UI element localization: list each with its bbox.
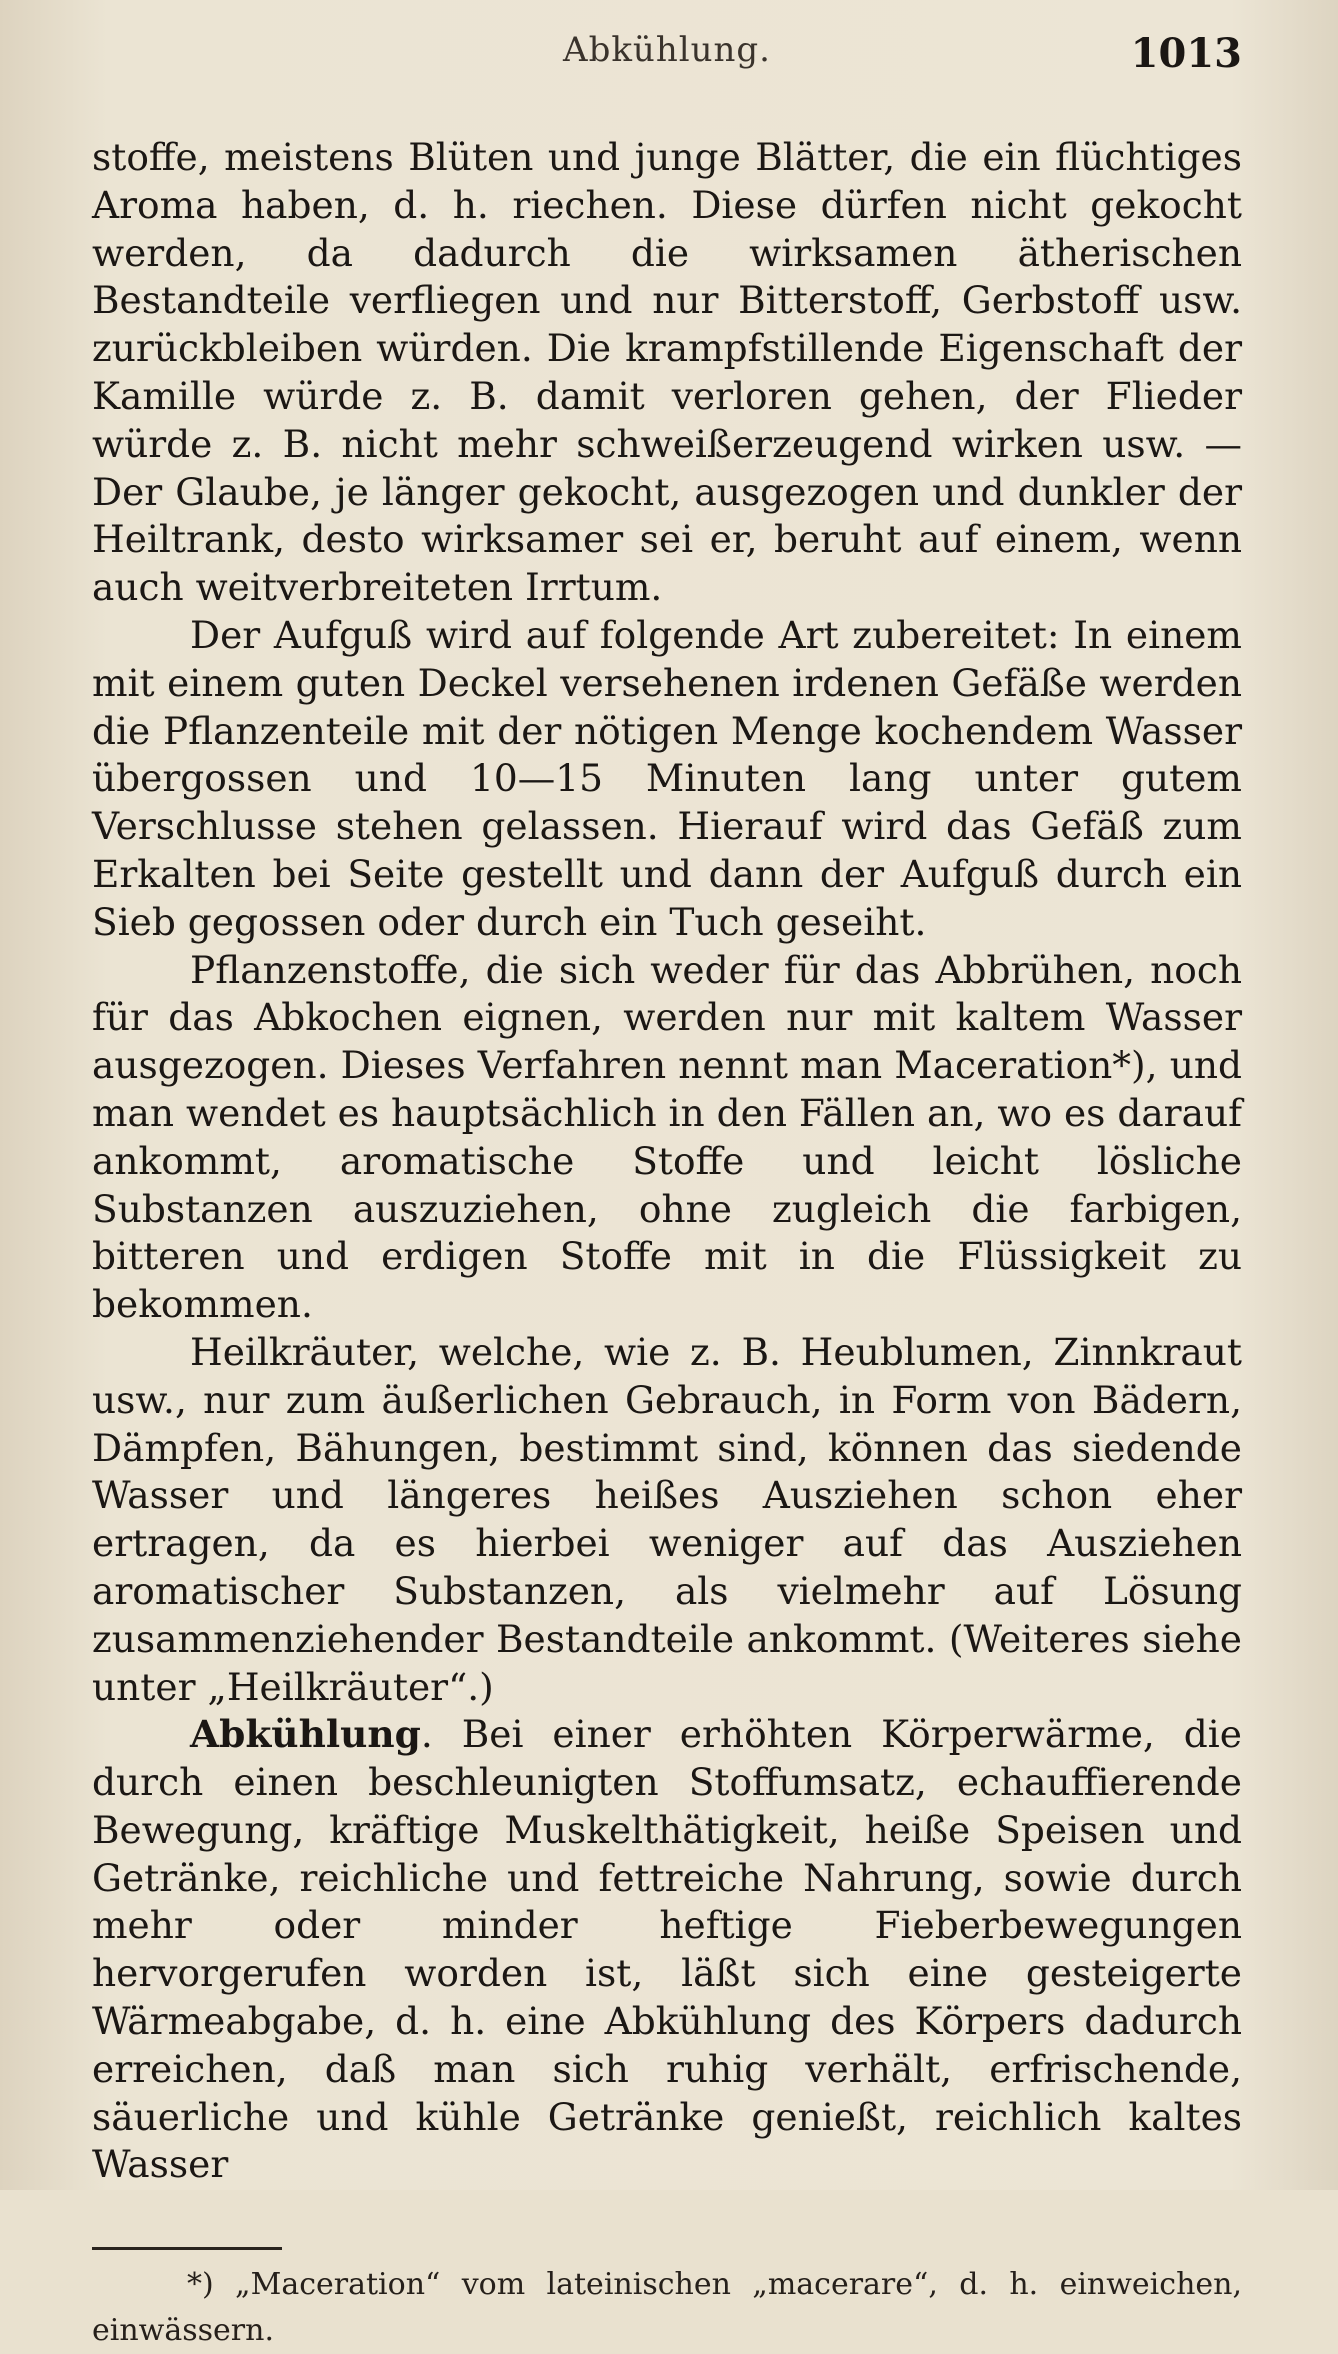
footnote-divider <box>92 2247 282 2250</box>
paragraph-external-use: Heilkräuter, welche, wie z. B. Heublumen, Zinnkraut usw., nur zum äußerlichen Gebrauch, in Form von Bädern, Dämpfen, Bähungen, bestimmt sind, können das siedende Wasser und längeres heißes Ausziehen schon eher ertragen, da es hierbei weniger auf das Ausziehen aromatischer Substanzen, als vielmehr auf Lösung zusammenziehender Bestandteile ankommt. (Weiteres siehe unter „Heilkräuter“.) <box>92 1329 1242 1709</box>
paragraph-maceration: Pflanzenstoffe, die sich weder für das Abbrühen, noch für das Abkochen eignen, werden nur mit kaltem Wasser ausgezogen. Dieses Verfahren nennt man Maceration*), und man wendet es hauptsächlich in den Fällen an, wo es darauf ankommt, aromatische Stoffe und leicht lösliche Substanzen auszuziehen, ohne zugleich die farbigen, bitteren und erdigen Stoffe mit in die Flüssigkeit zu bekommen. <box>92 947 1242 1327</box>
running-head: Abkühlung. <box>563 30 771 70</box>
footnote: *) „Maceration“ vom lateinischen „macerare“, d. h. einweichen, einwässern. <box>92 2267 1242 2349</box>
entry-text: . Bei einer erhöhten Körperwärme, die durch einen beschleunigten Stoffumsatz, echauffierende Bewegung, kräftige Muskelthätigkeit, heiße Speisen und Getränke, reichliche und fettreiche Nahrung, sowie durch mehr oder minder heftige Fieberbewegungen hervorgerufen worden ist, läßt sich eine gesteigerte Wärmeabgabe, d. h. eine Abkühlung des Körpers dadurch erreichen, daß man sich ruhig verhält, erfrischende, säuerliche und kühle Getränke genießt, reichlich kaltes Wasser <box>92 1712 1242 2187</box>
entry-keyword: Abkühlung <box>190 1712 421 1757</box>
entry-abkuehlung <box>92 1711 1242 2189</box>
paragraph-infusion: Der Aufguß wird auf folgende Art zubereitet: In einem mit einem guten Deckel versehenen irdenen Gefäße werden die Pflanzenteile mit der nötigen Menge kochendem Wasser übergossen und 10—15 Minuten lang unter gutem Verschlusse stehen gelassen. Hierauf wird das Gefäß zum Erkalten bei Seite gestellt und dann der Aufguß durch ein Sieb gegossen oder durch ein Tuch geseiht. <box>92 612 1242 944</box>
page-header <box>92 30 1242 100</box>
body-text <box>92 134 1242 2189</box>
page-number: 1013 <box>1130 30 1242 77</box>
paragraph-continuation: stoffe, meistens Blüten und junge Blätter, die ein flüchtiges Aroma haben, d. h. riechen. Diese dürfen nicht gekocht werden, da dadurch die wirksamen ätherischen Bestandteile verfliegen und nur Bitterstoff, Gerbstoff usw. zurückbleiben würden. Die krampfstillende Eigenschaft der Kamille würde z. B. damit verloren gehen, der Flieder würde z. B. nicht mehr schweißerzeugend wirken usw. — Der Glaube, je länger gekocht, ausgezogen und dunkler der Heiltrank, desto wirksamer sei er, beruht auf einem, wenn auch weitverbreiteten Irrtum. <box>92 135 1242 610</box>
